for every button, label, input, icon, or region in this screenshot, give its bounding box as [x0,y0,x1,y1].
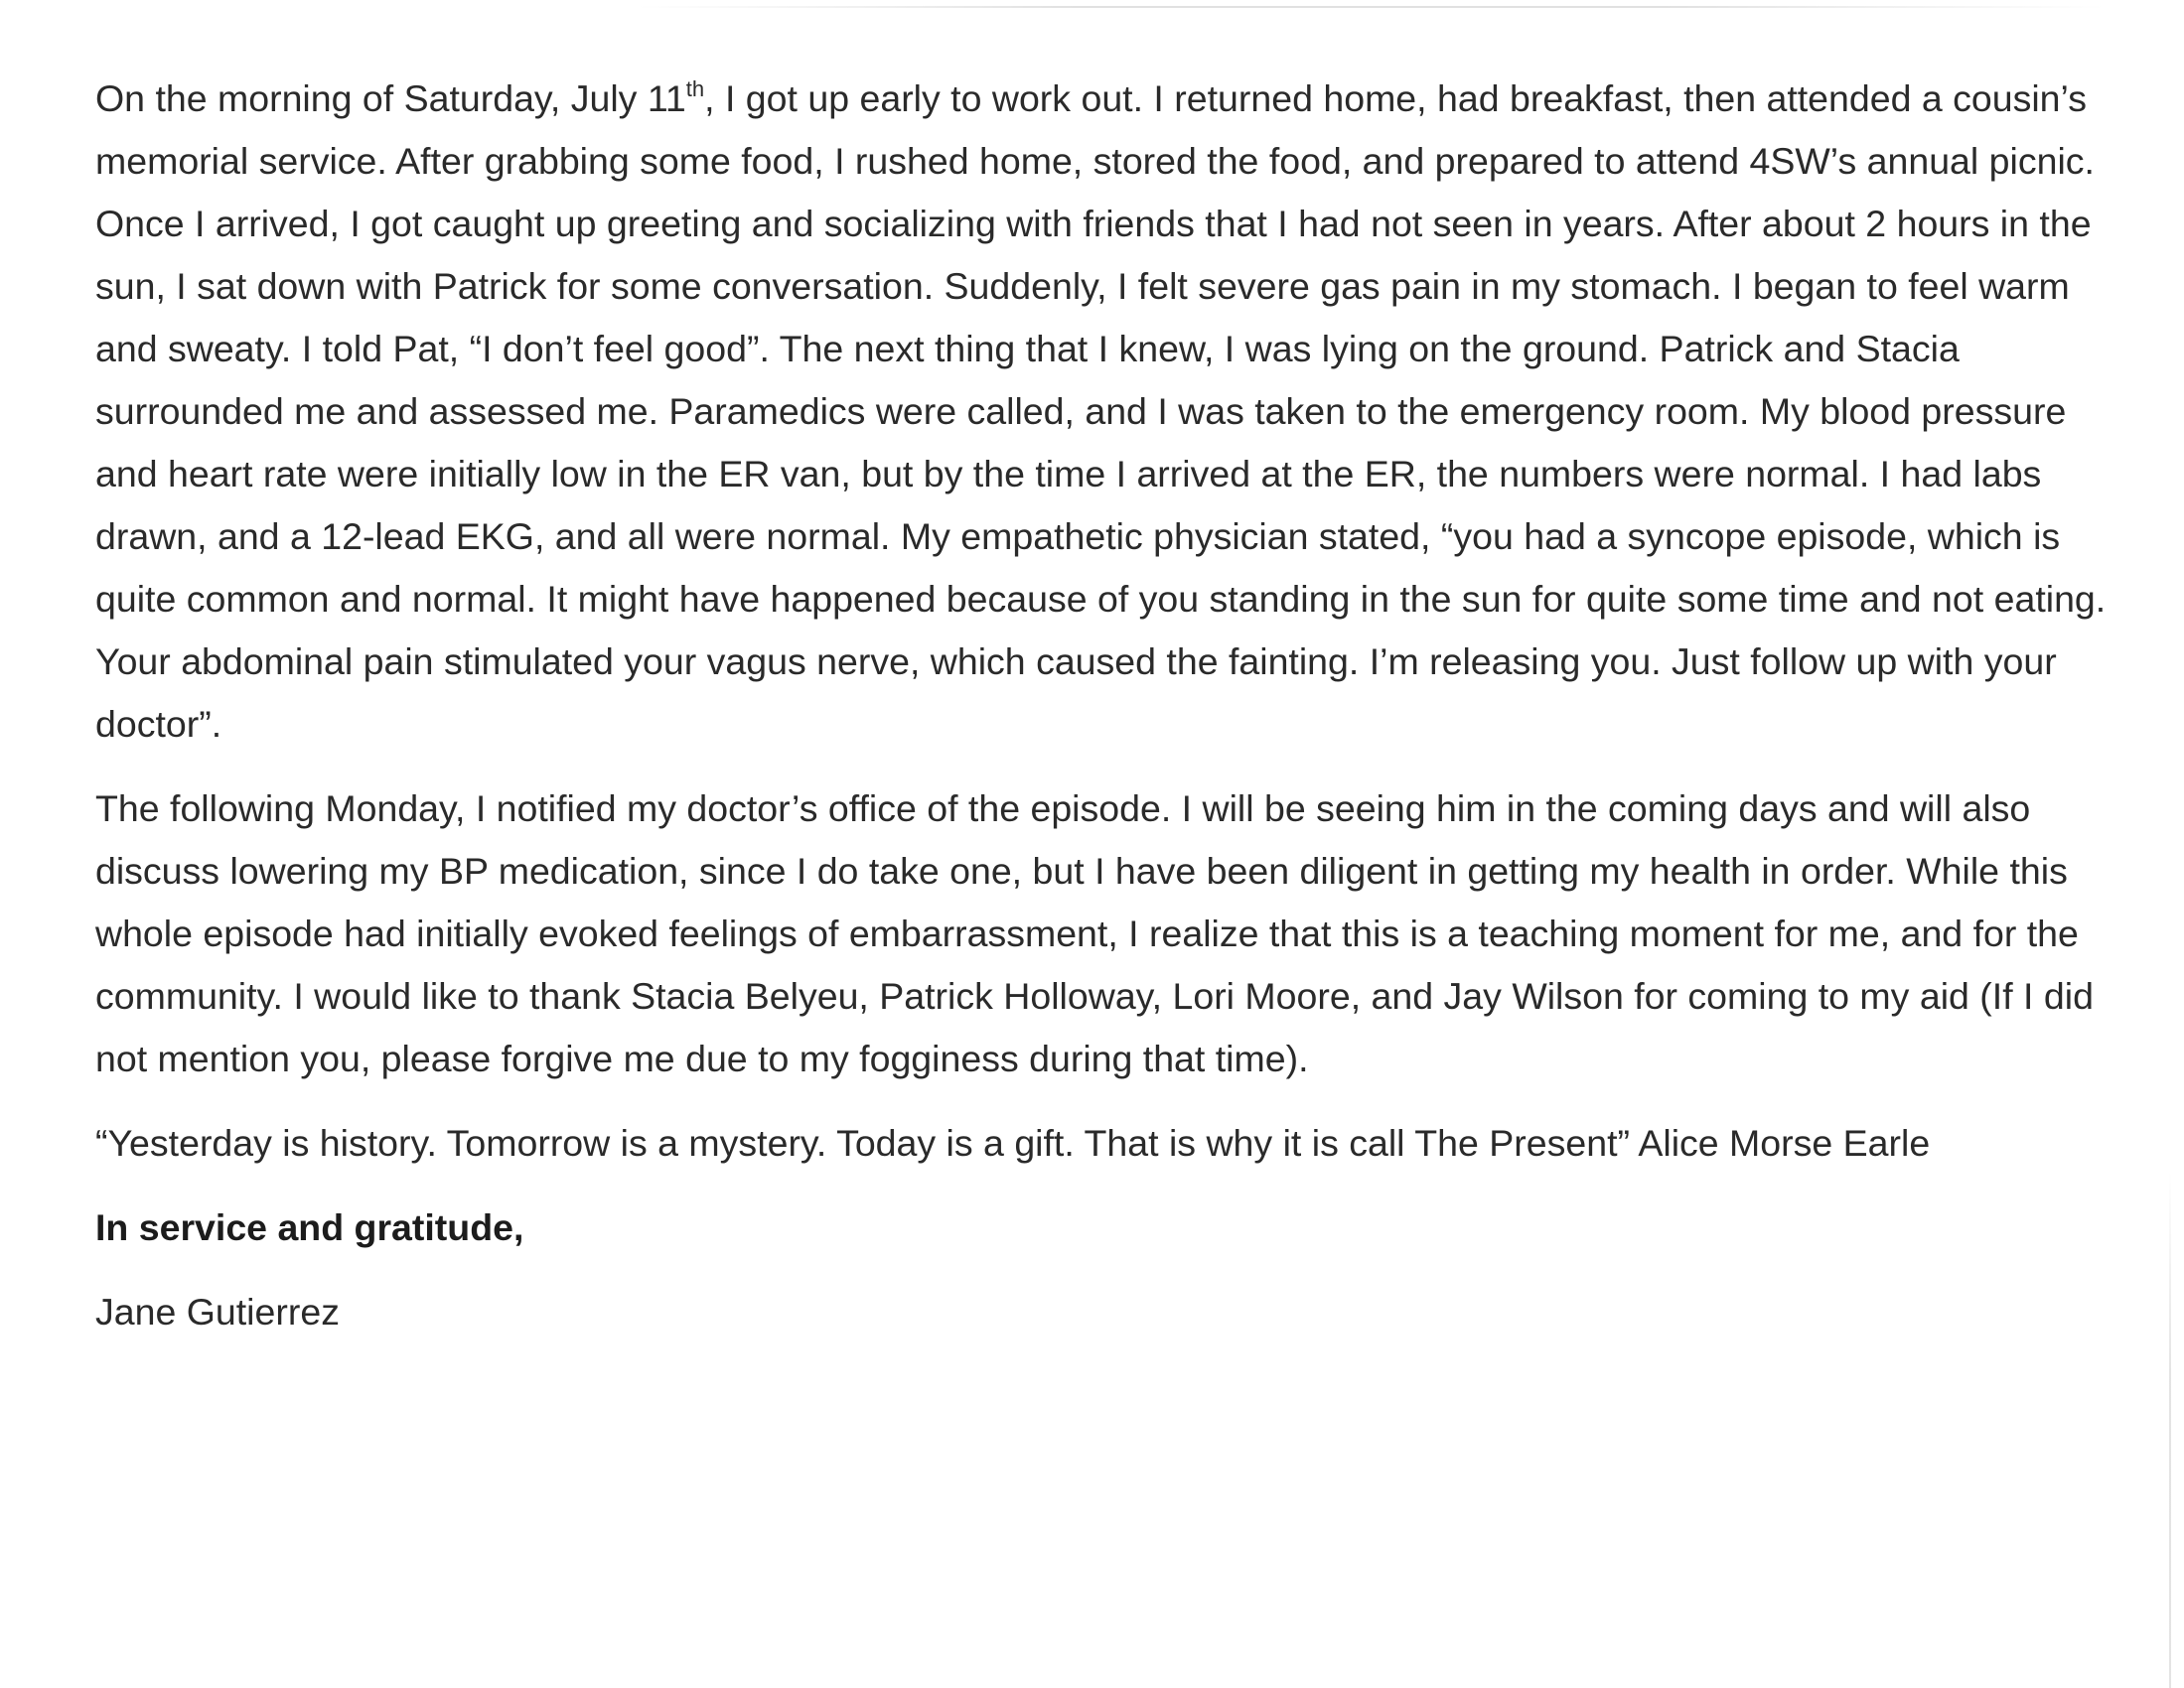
closing-line: In service and gratitude, [95,1206,524,1248]
letter-body [95,68,2131,1365]
paragraph-incident [95,68,2131,756]
paragraph-incident-rest: , I got up early to work out. I returned home, had breakfast, then attended a cousin’s memorial service. After grabbing some food, I rushed home, stored the food, and prepared to attend 4SW’s annual picnic. Once I arrived, I got caught up greeting and socializing with friends that I had not seen in years. After about 2 hours in the sun, I sat down with Patrick for some conversation. Suddenly, I felt severe gas pain in my stomach. I began to feel warm and sweaty. I told Pat, “I don’t feel good”. The next thing that I knew, I was lying on the ground. Patrick and Stacia surrounded me and assessed me. Paramedics were called, and I was taken to the emergency room. My blood pressure and heart rate were initially low in the ER van, but by the time I arrived at the ER, the numbers were normal. I had labs drawn, and a 12-lead EKG, and all were normal. My empathetic physician stated, “you had a syncope episode, which is quite common and normal. It might have happened because of you standing in the sun for quite some time and not eating. Your abdominal pain stimulated your vagus nerve, which caused the fainting. I’m releasing you. Just follow up with your doctor”. [95,77,2107,745]
paragraph-incident-start: On the morning of Saturday, July 11 [95,77,686,119]
scan-edge-right [2169,1172,2171,1688]
signature-name: Jane Gutierrez [95,1291,340,1333]
quote: “Yesterday is history. Tomorrow is a mystery. Today is a gift. That is why it is call The Present” Alice Morse Earle [95,1122,1931,1164]
paragraph-follow-up: The following Monday, I notified my doctor’s office of the episode. I will be seeing him in the coming days and will also discuss lowering my BP medication, since I do take one, but I have been diligent in getting my health in order. While this whole episode had initially evoked feelings of embarrassment, I realize that this is a teaching moment for me, and for the community. I would like to thank Stacia Belyeu, Patrick Holloway, Lori Moore, and Jay Wilson for coming to my aid (If I did not mention you, please forgive me due to my fogginess during that time). [95,787,2094,1079]
ordinal-superscript: th [685,75,705,101]
scan-edge-top [636,6,2106,8]
